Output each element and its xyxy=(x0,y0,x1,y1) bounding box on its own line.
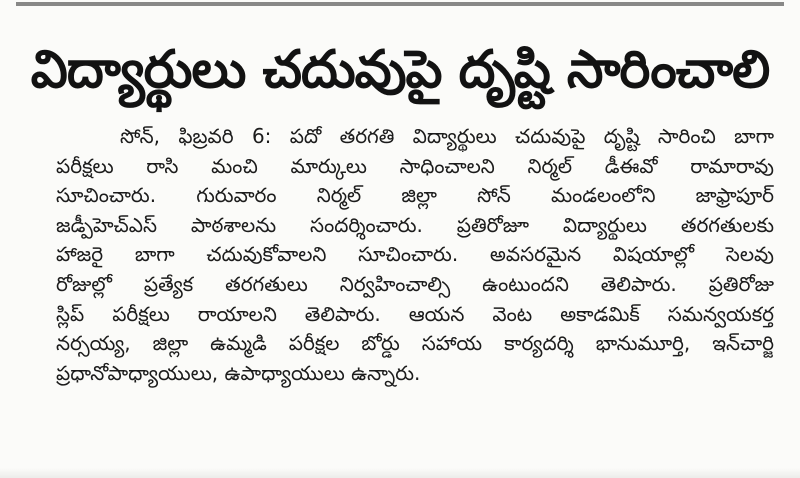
headline: విద్యార్థులు చదువుపై దృష్టి సారించాలి xyxy=(30,40,770,100)
top-rule xyxy=(16,2,784,6)
article-line: నర్సయ్య, జిల్లా ఉమ్మడి పరీక్షల బోర్డు సహాయ కార్యదర్శి భానుమూర్తి, ఇన్‌చార్జి xyxy=(56,331,774,356)
article-line: సూచించారు. గురువారం నిర్మల్ జిల్లా సోన్ మండలంలోని జాఫ్రాపూర్ xyxy=(56,183,774,208)
article-line: రోజుల్లో ప్రత్యేక తరగతులు నిర్వహించాల్సి ఉంటుందని తెలిపారు. ప్రతిరోజు xyxy=(56,271,774,296)
article-line: హాజరై బాగా చదువుకోవాలని సూచించారు. అవసరమైన విషయాల్లో సెలవు xyxy=(56,242,774,267)
article-line: పరీక్షలు రాసి మంచి మార్కులు సాధించాలని నిర్మల్ డీఈవో రామారావు xyxy=(56,153,774,178)
article-line: సోన్, ఫిబ్రవరి 6: పదో తరగతి విద్యార్థులు చదువుపై దృష్టి సారించి బాగా xyxy=(120,124,774,148)
article-line: ప్రధానోపాధ్యాయులు, ఉపాధ్యాయులు ఉన్నారు. xyxy=(56,360,421,385)
article-body xyxy=(56,122,774,462)
page-edge-shadow xyxy=(0,468,800,478)
article-line: జడ్పీహెచ్ఎస్ పాఠశాలను సందర్శించారు. ప్రతిరోజూ విద్యార్థులు తరగతులకు xyxy=(56,212,774,237)
article-line: స్లిప్ పరీక్షలు రాయాలని తెలిపారు. ఆయన వెంట అకాడమిక్ సమన్వయకర్త xyxy=(56,301,774,326)
